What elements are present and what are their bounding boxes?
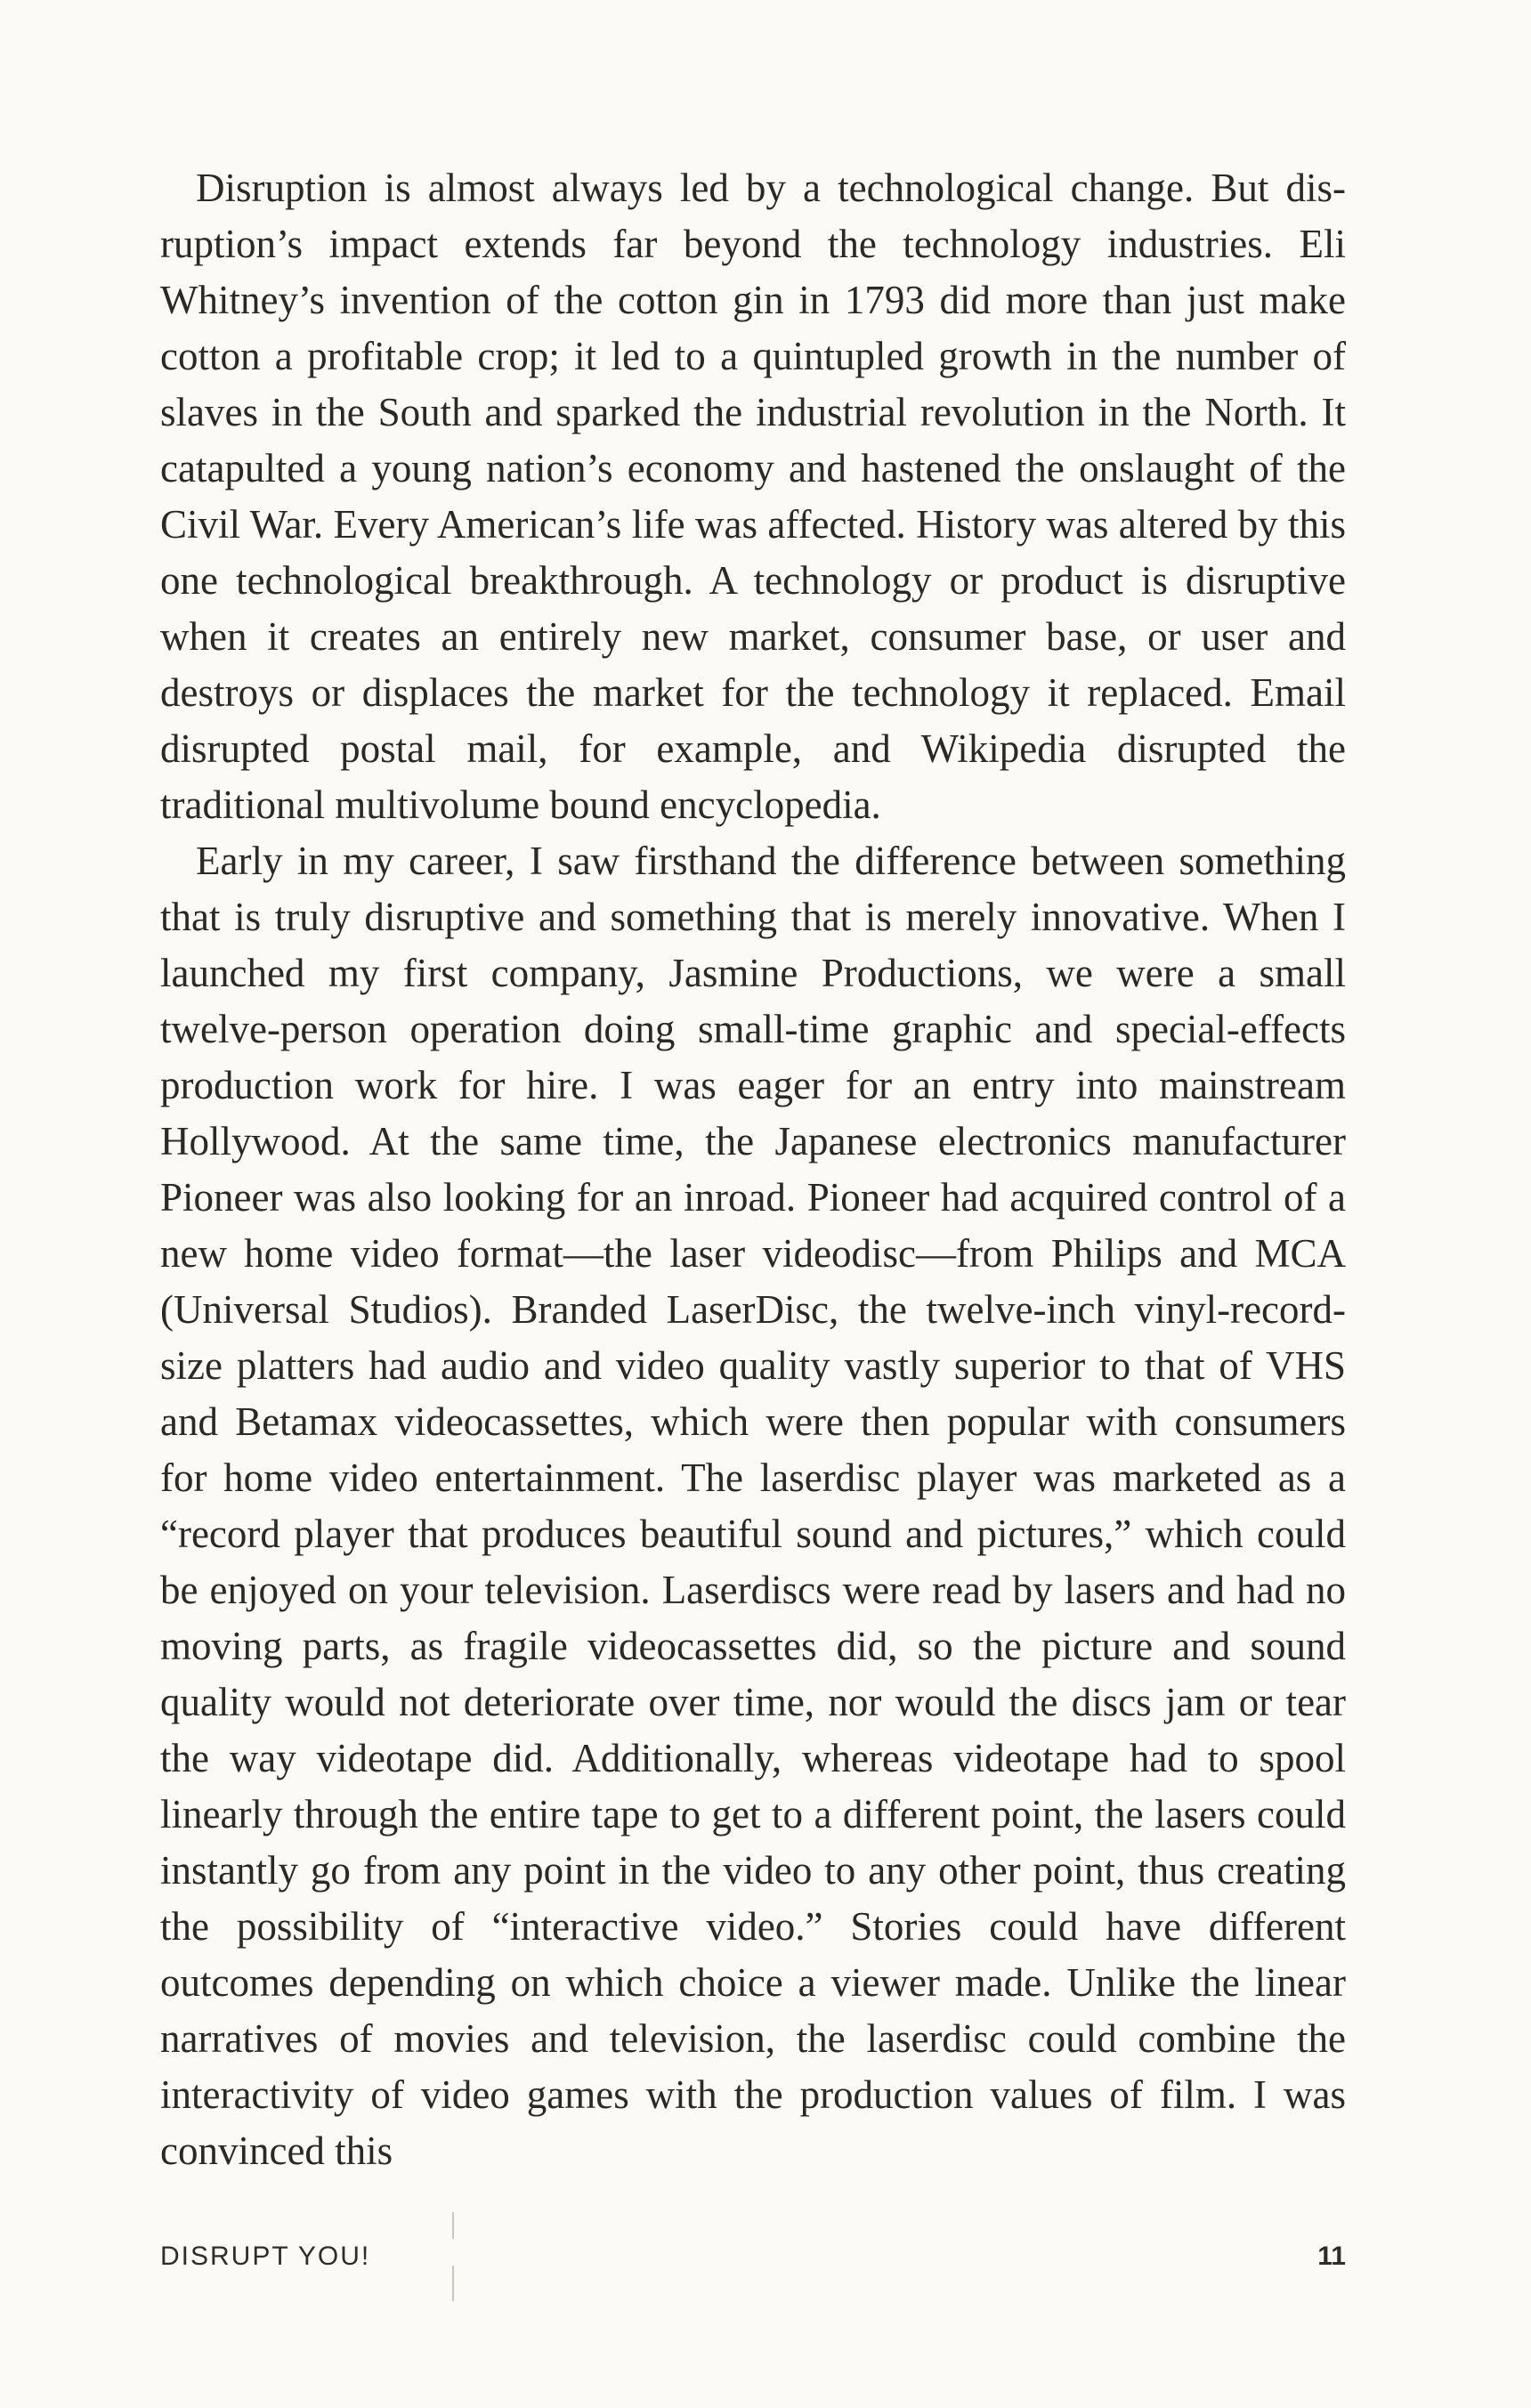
- paragraph-2: Early in my career, I saw firsthand the difference between something that is truly disruptive and something that is merely innovative. When I launched my first company, Jasmine Productions, we were a small twelve-person operation doing small-time graphic and special-effects production work for hire. I was eager for an entry into mainstream Hollywood. At the same time, the Japanese electronics manufacturer Pioneer was also looking for an inroad. Pioneer had acquired control of a new home video format—the laser videodisc—from Philips and MCA (Universal Studios). Branded LaserDisc, the twelve-inch vinyl-record-size platters had audio and video quality vastly superior to that of VHS and Betamax videocassettes, which were then popular with consumers for home video entertainment. The laserdisc player was marketed as a “record player that produces beautiful sound and pictures,” which could be enjoyed on your television. Laserdiscs were read by lasers and had no moving parts, as fragile videocassettes did, so the picture and sound quality would not deteriorate over time, nor would the discs jam or tear the way videotape did. Additionally, whereas videotape had to spool linearly through the entire tape to get to a different point, the lasers could instantly go from any point in the video to any other point, thus creating the possibility of “interactive video.” Stories could have different outcomes depending on which choice a viewer made. Unlike the linear narratives of movies and television, the laserdisc could combine the interactivity of video games with the production values of film. I was convinced this: [160, 839, 1346, 2173]
- gutter-mark: [452, 2212, 454, 2239]
- page-footer: [160, 2242, 1346, 2277]
- page-number: 11: [1317, 2242, 1346, 2271]
- running-head: DISRUPT YOU!: [160, 2242, 371, 2271]
- paragraph-1: Disruption is almost always led by a technological change. But disruption’s impact extends far beyond the technology industries. Eli Whitney’s invention of the cotton gin in 1793 did more than just make cotton a profitable crop; it led to a quintupled growth in the number of slaves in the South and sparked the industrial revolution in the North. It catapulted a young nation’s economy and hastened the onslaught of the Civil War. Every American’s life was affected. History was altered by this one technological breakthrough. A technology or product is disruptive when it creates an entirely new market, consumer base, or user and destroys or displaces the market for the technology it replaced. Email disrupted postal mail, for example, and Wikipedia disrupted the traditional multivolume bound encyclopedia.: [160, 166, 1346, 827]
- body-text: [160, 160, 1346, 2179]
